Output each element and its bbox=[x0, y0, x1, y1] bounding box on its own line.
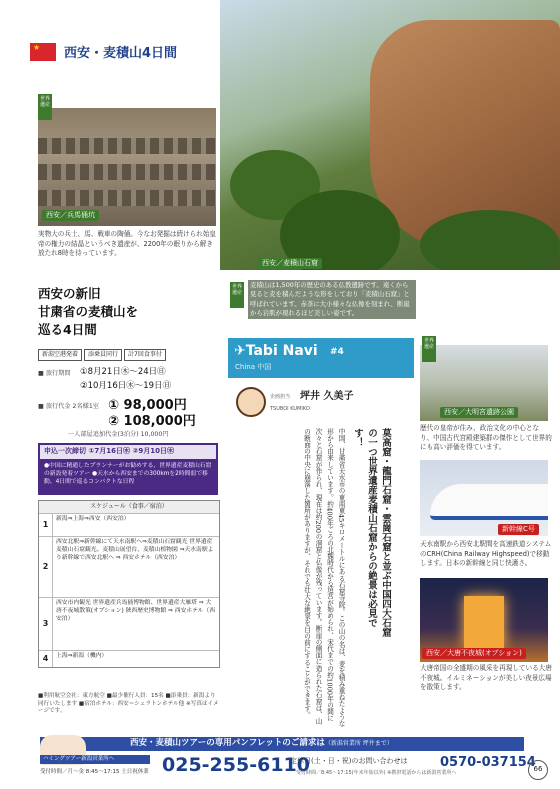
tabi-body: 中国、甘粛省天水市の東南東45キロメートルにある石窟寺院。この山の名は、麦を積み重ねたような形から由来しています。約400年ごろの北魏時代から造営が始められ、宋代までの約1000年の間に次々と石窟が作られ、現在は約200の洞窟と仏像が残っています。断崖の側面に造られた石窟は、山の断面の中央に崩落した箇所がありますが、それでも壮大な絶景を目の前にすることができます。 bbox=[302, 428, 345, 727]
world-heritage-badge: 世界 遺産 bbox=[38, 94, 52, 120]
table-row: 2 西安北駅⇒新幹線にて天水南駅へ⇒麦積山石窟観光 世界遺産麦積山石窟観光。麦積山展望台、麦積山植物園 ⇒天水南駅より新幹線で西安北駅へ ⇒ 西安ホテル（西安泊） bbox=[39, 536, 219, 597]
terracotta-caption: 実物大の兵士、馬、戦車の陶俑。今なお発掘は続けられ始皇帝の権力の結晶というべき遺産が、2200年の眠りから解き放たれ8時を待っています。 bbox=[38, 230, 217, 258]
page-number: 66 bbox=[528, 760, 548, 780]
schedule-header: スケジュール（食事／宿泊） bbox=[39, 501, 219, 513]
holiday-contact-label: 定休日(土・日・祝)のお問い合わせは bbox=[290, 757, 408, 765]
table-row: 1 新潟⇒上海⇒西安（西安泊） bbox=[39, 513, 219, 536]
price-label: ■ 旅行代金 2名様1室 bbox=[38, 403, 99, 410]
period-label: ■ 旅行期間 bbox=[38, 370, 71, 377]
daminggong-photo bbox=[420, 345, 548, 421]
maijishan-caption: 麦積山は1,500年の歴史のある仏教遺跡です。遠くから見ると麦を積んだような形をしており「麦積山石窟」と呼ばれています。赤茶に大小様々な仏像を刻まれ、断崖から岩肌が現れるほど美しい姿です。 bbox=[248, 280, 416, 319]
daminggong-caption: 歴代の皇帝が住み、政治文化の中心となり、中国古代宮殿建築群の傑作として世界的にも高い評価を得ています。 bbox=[420, 424, 552, 452]
deadline: 申込一次締切 ①7月16日㊌ ②9月10日㊌ bbox=[40, 445, 216, 459]
photo-tag: 西安／兵馬俑坑 bbox=[42, 210, 99, 221]
office-hours: 受付時間／月〜金 8:45〜17:15 土日祝休業 bbox=[40, 769, 149, 775]
price-1: ① 98,000円 bbox=[108, 398, 187, 413]
agency-label: ハミングツアー新潟営業所へ bbox=[40, 755, 150, 764]
date-1: ①8月21日㊍〜24日㊐ bbox=[80, 367, 166, 377]
world-heritage-badge: 世界 遺産 bbox=[422, 336, 436, 362]
tour-notes: ■利用航空会社：東方航空 ■最少催行人員：15名 ■添乗員：新潟より同行いたします ■宿泊ホテル：西安＝シェラトンホテル他 ※写真はイメージです。 bbox=[38, 693, 219, 715]
planner-romaji: TSUBOI KUMIKO bbox=[270, 406, 310, 412]
contact-banner: 西安・麦積山ツアーの専用パンフレットのご請求は（新潟営業所 坪井まで） bbox=[40, 737, 524, 751]
date-2: ②10月16日㊍〜19日㊐ bbox=[80, 381, 172, 391]
planner-name: 坪井 久美子 bbox=[300, 391, 354, 402]
tabi-headline: 莫高窟・龍門石窟・雲崗石窟と並ぶ中国四大石窟の一つ世界遺産麦積山石窟からの絶景は必見です！ bbox=[352, 428, 391, 637]
photo-tag: 西安／大明宮遺跡公園 bbox=[440, 407, 518, 418]
tabi-number: #4 bbox=[330, 347, 344, 357]
china-flag-icon: ★ bbox=[30, 43, 56, 61]
photo-tag: 西安／麦積山石窟 bbox=[258, 258, 322, 269]
table-row: 3 西安市内観光 世界遺産兵馬俑博物館、世界遺産大雁塔 ⇒ 大唐不夜城散策(オプション) 陝西歴史博物館 ⇒ 西安ホテル（西安泊） bbox=[39, 597, 219, 650]
single-supplement: 一人部屋追加代金(3泊分) 10,000円 bbox=[68, 431, 169, 438]
maijishan-photo bbox=[220, 0, 560, 270]
table-row: 4 上海⇒新潟（機内） bbox=[39, 650, 219, 667]
terracotta-photo bbox=[38, 108, 216, 226]
navi-dial-number[interactable]: 0570-037154 bbox=[440, 755, 536, 770]
schedule-table bbox=[38, 500, 220, 668]
tower-caption: 大唐帝国の全盛期の風采を再現している大唐不夜城。イルミネーションが美しい夜景広場を散策します。 bbox=[420, 664, 552, 692]
chip: 添乗員同行 bbox=[84, 349, 122, 361]
chip: 新潟空港発着 bbox=[38, 349, 82, 361]
tabi-subtitle: China 中国 bbox=[235, 363, 272, 371]
price-2: ② 108,000円 bbox=[108, 414, 196, 429]
avatar bbox=[236, 387, 266, 417]
tabi-title: ✈Tabi Navi bbox=[234, 343, 318, 359]
page-title: 西安・麦積山4日間 bbox=[64, 46, 178, 61]
train-caption: 天水南駅から西安北駅間を高速鉄道システムのCRH(China Railway Highspeed)で移動します。日本の新幹線と同じ快適さ。 bbox=[420, 540, 552, 568]
datang-night-photo bbox=[420, 578, 548, 662]
contact-note: 受付時間／8:45〜17:15(年末年始以外) ※携帯電話からは新潟営業所へ bbox=[296, 770, 457, 776]
world-heritage-badge: 世界 遺産 bbox=[230, 282, 244, 308]
planner-label: 企画担当 bbox=[270, 394, 291, 400]
phone-number[interactable]: 025-255-6110 bbox=[162, 754, 310, 776]
bullet-train-photo bbox=[420, 460, 548, 536]
photo-tag: 西安／大唐不夜城(オプション) bbox=[422, 648, 526, 659]
depart-points: ●中国に精通したプランナーがお勧めする、世界遺産麦積山石窟の新設発着ツアー ●天水から西安までの300kmを2時間弱で移動、4日間で巡るコンパクトな日程 bbox=[44, 463, 212, 485]
tour-chips bbox=[38, 349, 168, 361]
photo-tag: 新幹線C号 bbox=[498, 524, 539, 535]
chip: 計7回食事付 bbox=[124, 349, 166, 361]
tour-title: 西安の新旧 甘粛省の麦積山を 巡る4日間 bbox=[38, 286, 139, 338]
